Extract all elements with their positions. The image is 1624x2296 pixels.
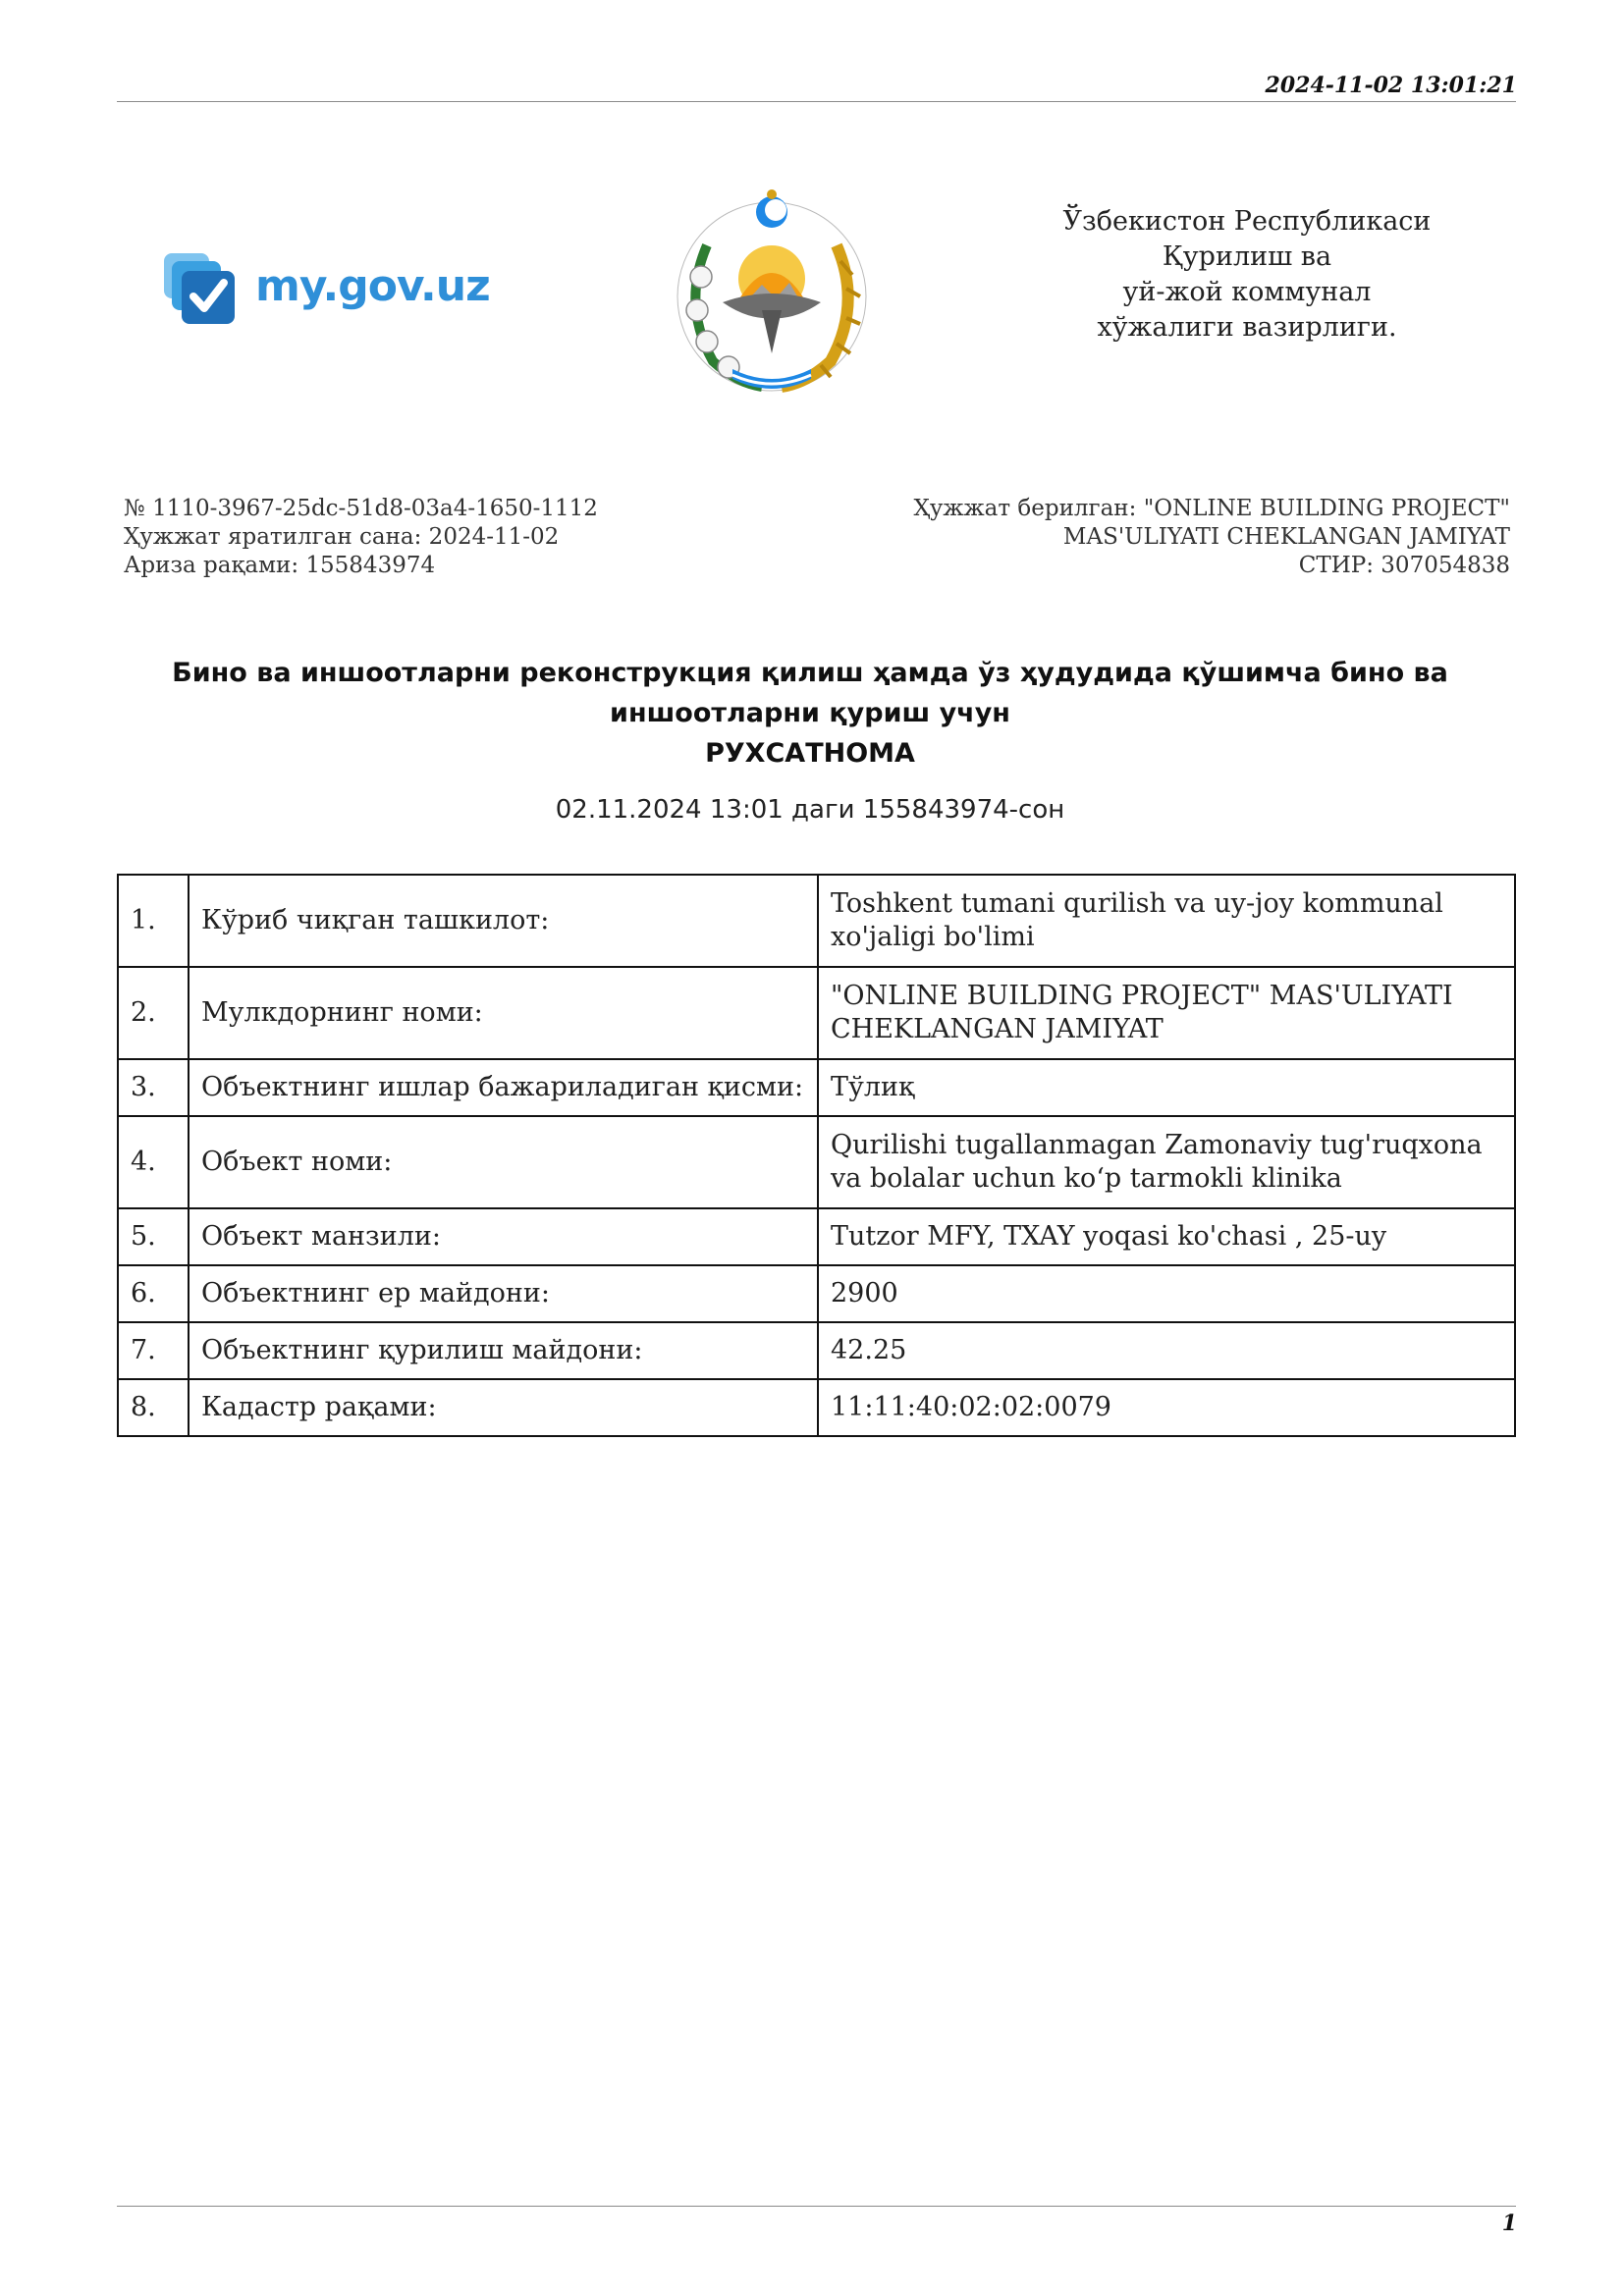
row-value: 2900 (818, 1265, 1515, 1322)
document-meta-left (124, 495, 598, 580)
row-label: Мулкдорнинг номи: (189, 967, 818, 1059)
row-value: 42.25 (818, 1322, 1515, 1379)
title-line2: иншоотларни қуриш учун (610, 698, 1010, 728)
issued-to-line1: Ҳужжат берилган: "ONLINE BUILDING PROJECT" (913, 496, 1510, 521)
row-number: 6. (118, 1265, 189, 1322)
row-value: Toshkent tumani qurilish va uy-joy kommunal xo'jaligi bo'limi (818, 875, 1515, 967)
ministry-heading (1001, 204, 1492, 346)
row-label: Объектнинг қурилиш майдони: (189, 1322, 818, 1379)
permit-date-line: 02.11.2024 13:01 даги 155843974-сон (555, 795, 1065, 825)
document-title (147, 653, 1473, 774)
row-label: Кадастр рақами: (189, 1379, 818, 1436)
table-row (118, 1322, 1515, 1379)
row-label: Объектнинг ишлар бажариладиган қисми: (189, 1059, 818, 1116)
mygov-logo (162, 251, 490, 330)
logo-text: my.gov.uz (255, 261, 490, 311)
permit-info-table (117, 874, 1516, 1437)
application-number: Ариза рақами: 155843974 (124, 553, 436, 578)
page-number: 1 (1501, 2211, 1517, 2236)
table-row (118, 1265, 1515, 1322)
row-value: 11:11:40:02:02:0079 (818, 1379, 1515, 1436)
table-row (118, 1059, 1515, 1116)
row-value: Qurilishi tugallanmagan Zamonaviy tug'ruqxona va bolalar uchun koʻp tarmokli klinika (818, 1116, 1515, 1208)
tax-id: СТИР: 307054838 (1298, 553, 1510, 578)
header-timestamp: 2024-11-02 13:01:21 (1265, 73, 1517, 98)
header-rule (117, 101, 1516, 102)
ministry-line: Ўзбекистон Республикаси (1062, 206, 1432, 237)
row-number: 1. (118, 875, 189, 967)
state-emblem-icon (668, 187, 876, 400)
table-row (118, 1116, 1515, 1208)
row-label: Кўриб чиқган ташкилот: (189, 875, 818, 967)
row-label: Объектнинг ер майдони: (189, 1265, 818, 1322)
row-label: Объект манзили: (189, 1208, 818, 1265)
checkmark-card-icon (162, 251, 241, 330)
row-number: 7. (118, 1322, 189, 1379)
table-row (118, 1379, 1515, 1436)
document-number: № 1110-3967-25dc-51d8-03a4-1650-1112 (124, 496, 598, 521)
title-line3: РУХСАТНОМА (705, 738, 915, 769)
footer-rule (117, 2206, 1516, 2207)
row-label: Объект номи: (189, 1116, 818, 1208)
title-line1: Бино ва иншоотларни реконструкция қилиш ҳамда ўз ҳудудида қўшимча бино ва (172, 658, 1448, 688)
document-meta-right (913, 495, 1510, 580)
ministry-line: уй-жой коммунал (1122, 277, 1372, 307)
table-row (118, 875, 1515, 967)
issued-to-line2: MAS'ULIYATI CHEKLANGAN JAMIYAT (1062, 524, 1510, 550)
created-date: Ҳужжат яратилган сана: 2024-11-02 (124, 524, 560, 550)
row-number: 5. (118, 1208, 189, 1265)
table-row (118, 967, 1515, 1059)
row-value: "ONLINE BUILDING PROJECT" MAS'ULIYATI CHEKLANGAN JAMIYAT (818, 967, 1515, 1059)
row-number: 4. (118, 1116, 189, 1208)
table-row (118, 1208, 1515, 1265)
row-number: 2. (118, 967, 189, 1059)
row-number: 3. (118, 1059, 189, 1116)
row-value: Tutzor MFY, TXAY yoqasi ko'chasi , 25-uy (818, 1208, 1515, 1265)
ministry-line: Қурилиш ва (1162, 241, 1332, 272)
ministry-line: хўжалиги вазирлиги. (1097, 312, 1397, 343)
row-number: 8. (118, 1379, 189, 1436)
row-value: Тўлиқ (818, 1059, 1515, 1116)
